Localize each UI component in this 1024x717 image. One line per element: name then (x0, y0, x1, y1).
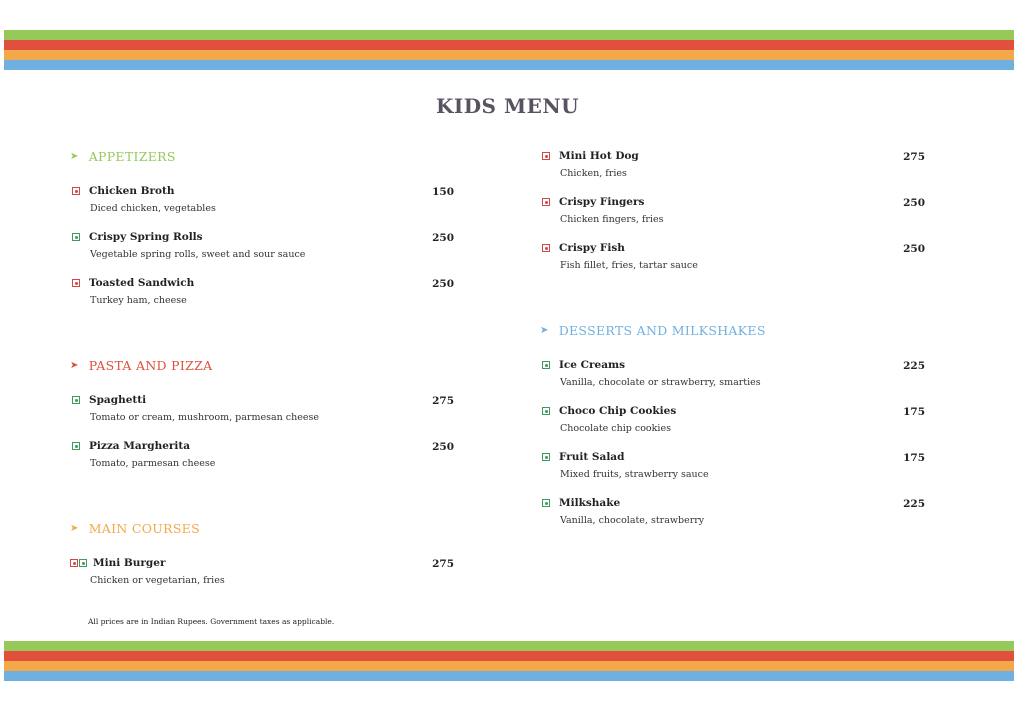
nonveg-mark-icon (72, 279, 80, 287)
nonveg-mark-icon (542, 244, 550, 252)
menu-item-row (540, 402, 940, 420)
menu-item (70, 554, 470, 586)
stripe-blue (4, 671, 1014, 681)
item-description: Diced chicken, vegetables (90, 203, 216, 214)
menu-item-row (70, 391, 470, 409)
item-price: 250 (432, 441, 454, 453)
item-description: Fish fillet, fries, tartar sauce (560, 260, 698, 271)
item-price: 225 (903, 498, 925, 510)
item-price: 175 (903, 406, 925, 418)
menu-item-row (70, 228, 470, 246)
main-courses-list (70, 554, 470, 586)
item-name: Crispy Fish (559, 242, 625, 254)
veg-mark-icon (542, 499, 550, 507)
item-description: Chicken, fries (560, 168, 627, 179)
veg-mark-icon (72, 442, 80, 450)
menu-item (540, 356, 940, 388)
section-heading-appetizers (70, 149, 470, 164)
menu-item-row (540, 193, 940, 211)
menu-item-row (540, 494, 940, 512)
menu-item (70, 274, 470, 306)
menu-item-row (540, 239, 940, 257)
item-price: 250 (903, 243, 925, 255)
right-column (540, 147, 940, 540)
veg-mark-icon (542, 361, 550, 369)
menu-item-row (70, 554, 470, 572)
pasta-list (70, 391, 470, 469)
stripe-green (4, 641, 1014, 651)
item-description: Tomato, parmesan cheese (90, 458, 216, 469)
item-name: Fruit Salad (559, 451, 625, 463)
nonveg-mark-icon (542, 198, 550, 206)
item-price: 150 (432, 186, 454, 198)
bottom-color-stripes (4, 641, 1014, 681)
arrow-icon: ➤ (540, 325, 549, 336)
item-name: Pizza Margherita (89, 440, 191, 452)
item-price: 250 (432, 232, 454, 244)
item-name: Mini Burger (93, 557, 166, 569)
section-title: DESSERTS AND MILKSHAKES (558, 323, 766, 338)
section-heading-main (70, 521, 470, 536)
menu-item (540, 494, 940, 526)
veg-mark-icon (72, 396, 80, 404)
stripe-red (4, 651, 1014, 661)
item-price: 275 (903, 151, 925, 163)
menu-item-row (70, 182, 470, 200)
section-heading-pasta (70, 358, 470, 373)
veg-mark-icon (72, 233, 80, 241)
item-name: Toasted Sandwich (89, 277, 195, 289)
item-price: 250 (903, 197, 925, 209)
item-description: Vanilla, chocolate, strawberry (560, 515, 705, 526)
left-column (70, 145, 470, 600)
item-name: Ice Creams (559, 359, 626, 371)
section-title: APPETIZERS (88, 149, 176, 164)
item-description: Chocolate chip cookies (560, 423, 671, 434)
menu-title: KIDS MENU (435, 94, 580, 118)
item-price: 275 (432, 395, 454, 407)
item-price: 275 (432, 558, 454, 570)
menu-item (540, 193, 940, 225)
veg-mark-icon (542, 453, 550, 461)
menu-item-row (540, 356, 940, 374)
item-name: Crispy Spring Rolls (89, 231, 203, 243)
stripe-orange (4, 661, 1014, 671)
menu-item (70, 182, 470, 214)
menu-item-row (70, 437, 470, 455)
item-name: Milkshake (559, 497, 621, 509)
item-price: 225 (903, 360, 925, 372)
menu-item (540, 239, 940, 271)
arrow-icon: ➤ (70, 360, 79, 371)
item-description: Vegetable spring rolls, sweet and sour sauce (90, 249, 306, 260)
section-title: PASTA AND PIZZA (88, 358, 213, 373)
item-name: Chicken Broth (89, 185, 175, 197)
menu-item (70, 228, 470, 260)
item-price: 250 (432, 278, 454, 290)
stripe-blue (4, 60, 1014, 70)
menu-item-row (70, 274, 470, 292)
appetizers-list (70, 182, 470, 306)
stripe-red (4, 40, 1014, 50)
section-title: MAIN COURSES (88, 521, 200, 536)
desserts-list (540, 356, 940, 526)
menu-item-row (540, 147, 940, 165)
menu-item-row (540, 448, 940, 466)
arrow-icon: ➤ (70, 151, 79, 162)
item-description: Turkey ham, cheese (90, 295, 187, 306)
veg-mark-icon (79, 559, 87, 567)
nonveg-mark-icon (70, 559, 78, 567)
item-description: Chicken or vegetarian, fries (90, 575, 225, 586)
veg-mark-icon (542, 407, 550, 415)
item-name: Mini Hot Dog (559, 150, 639, 162)
item-description: Vanilla, chocolate or strawberry, smarties (560, 377, 761, 388)
item-name: Crispy Fingers (559, 196, 645, 208)
nonveg-mark-icon (72, 187, 80, 195)
menu-item (540, 147, 940, 179)
more-mains-list (540, 147, 940, 271)
top-color-stripes (4, 30, 1014, 70)
item-name: Spaghetti (89, 394, 147, 406)
menu-item (70, 437, 470, 469)
item-price: 175 (903, 452, 925, 464)
item-description: Mixed fruits, strawberry sauce (560, 469, 709, 480)
item-description: Tomato or cream, mushroom, parmesan cheese (90, 412, 319, 423)
nonveg-mark-icon (542, 152, 550, 160)
section-heading-desserts (540, 323, 940, 338)
stripe-green (4, 30, 1014, 40)
menu-item (540, 402, 940, 434)
menu-item (540, 448, 940, 480)
footer-note: All prices are in Indian Rupees. Government taxes as applicable. (88, 617, 335, 626)
arrow-icon: ➤ (70, 523, 79, 534)
item-description: Chicken fingers, fries (560, 214, 664, 225)
menu-item (70, 391, 470, 423)
stripe-orange (4, 50, 1014, 60)
item-name: Choco Chip Cookies (559, 405, 677, 417)
